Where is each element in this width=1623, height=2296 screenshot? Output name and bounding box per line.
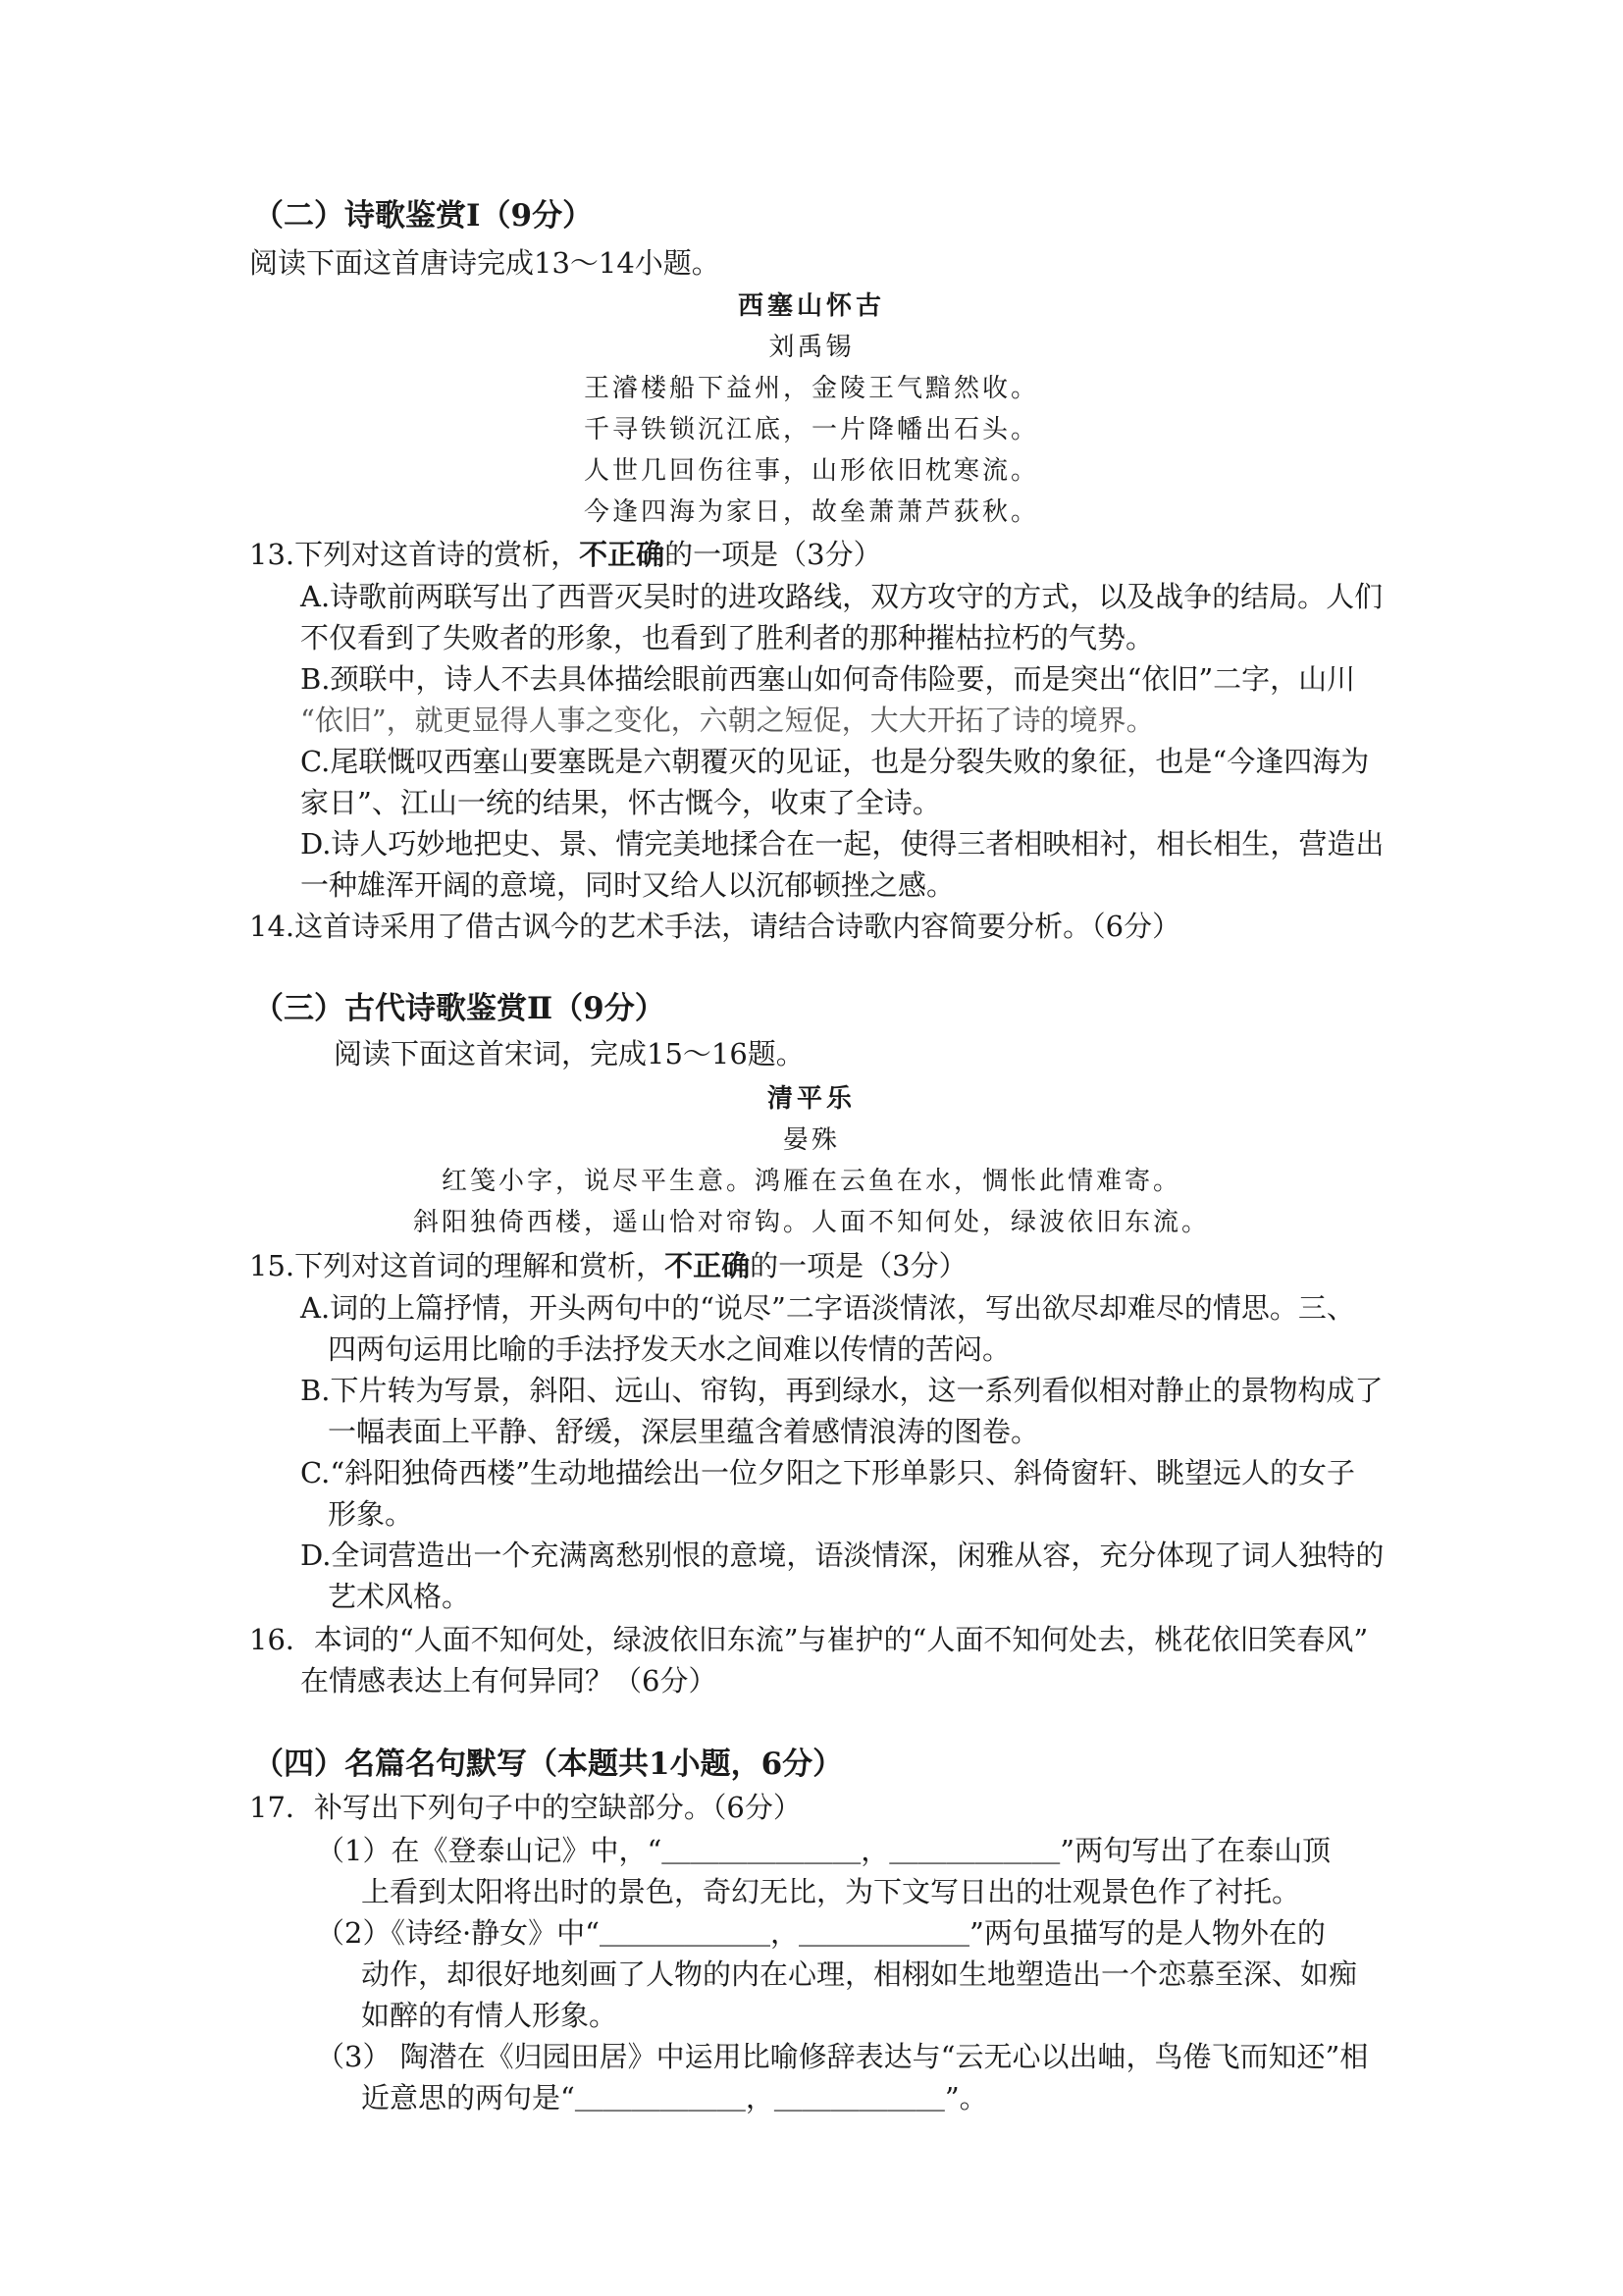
section-3-heading: （三）古代诗歌鉴赏Ⅱ（9分）: [253, 991, 665, 1026]
poem-2-line: 斜阳独倚西楼，遥山恰对帘钩。人面不知何处，绿波依旧东流。: [412, 1208, 1210, 1237]
q17-item-3: （3） 陶潜在《归园田居》中运用比喻修辞表达与“云无心以出岫，鸟倦飞而知还”相: [316, 2040, 1369, 2073]
question-14: 14.这首诗采用了借古讽今的艺术手法，请结合诗歌内容简要分析。（6分）: [249, 910, 1181, 943]
q13-option-c-cont: 家日”、江山一统的结果，怀古慨今，收束了全诗。: [300, 786, 941, 819]
q13-option-d: D.诗人巧妙地把史、景、情完美地揉合在一起，使得三者相映相衬，相长相生，营造出: [300, 827, 1385, 861]
q17-item-2-cont: 如醉的有情人形象。: [361, 1999, 618, 2032]
q15-option-b-cont: 一幅表面上平静、舒缓，深层里蕴含着感情浪涛的图卷。: [328, 1415, 1040, 1448]
poem-1-line: 王濬楼船下益州，金陵王气黯然收。: [583, 374, 1039, 403]
section-4-heading: （四）名篇名句默写（本题共1小题，6分）: [253, 1747, 844, 1782]
question-16: 16．本词的“人面不知何处，绿波依旧东流”与崔护的“人面不知何处去，桃花依旧笑春风”: [249, 1623, 1369, 1656]
poem-2-title: 清平乐: [766, 1084, 856, 1114]
q13-option-a-cont: 不仅看到了失败者的形象，也看到了胜利者的那种摧枯拉朽的气势。: [300, 621, 1155, 654]
q15-option-c: C.“斜阳独倚西楼”生动地描绘出一位夕阳之下形单影只、斜倚窗轩、眺望远人的女子: [300, 1456, 1356, 1489]
q13-option-b-cont: “依旧”，就更显得人事之变化，六朝之短促，大大开拓了诗的境界。: [300, 704, 1155, 737]
poem-2-author: 晏殊: [782, 1125, 840, 1155]
q15-option-a: A.词的上篇抒情，开头两句中的“说尽”二字语淡情浓，写出欲尽却难尽的情思。三、: [300, 1291, 1355, 1325]
q17-item-2: （2）《诗经·静女》中“＿＿＿＿＿＿，＿＿＿＿＿＿”两句虽描写的是人物外在的: [316, 1916, 1326, 1950]
q15-option-d-cont: 艺术风格。: [328, 1580, 471, 1613]
poem-1-title: 西塞山怀古: [737, 291, 885, 321]
poem-1-line: 人世几回伤往事，山形依旧枕寒流。: [583, 456, 1039, 486]
section-3-intro: 阅读下面这首宋词，完成15～16题。: [334, 1037, 805, 1070]
q17-item-1: （1）在《登泰山记》中，“＿＿＿＿＿＿＿，＿＿＿＿＿＿”两句写出了在泰山顶: [316, 1834, 1332, 1867]
poem-1-line: 千寻铁锁沉江底，一片降幡出石头。: [583, 415, 1039, 444]
q13-option-a: A.诗歌前两联写出了西晋灭吴时的进攻路线，双方攻守的方式，以及战争的结局。人们: [300, 580, 1384, 613]
question-17: 17．补写出下列句子中的空缺部分。（6分）: [249, 1791, 802, 1824]
q13-option-b: B.颈联中，诗人不去具体描绘眼前西塞山如何奇伟险要，而是突出“依旧”二字，山川: [300, 662, 1356, 696]
q17-item-3-cont: 近意思的两句是“＿＿＿＿＿＿，＿＿＿＿＿＿”。: [361, 2081, 988, 2114]
q13-option-c: C.尾联慨叹西塞山要塞既是六朝覆灭的见证，也是分裂失败的象征，也是“今逢四海为: [300, 745, 1370, 778]
q17-item-2-cont: 动作，却很好地刻画了人物的内在心理，相栩如生地塑造出一个恋慕至深、如痴: [361, 1957, 1358, 1991]
poem-1-author: 刘禹锡: [768, 333, 855, 362]
poem-2-line: 红笺小字，说尽平生意。鸿雁在云鱼在水，惆怅此情难寄。: [441, 1167, 1181, 1196]
question-13: 13.下列对这首诗的赏析，不正确的一项是（3分）: [249, 538, 882, 571]
q13-option-d-cont: 一种雄浑开阔的意境，同时又给人以沉郁顿挫之感。: [300, 868, 956, 902]
q15-option-b: B.下片转为写景，斜阳、远山、帘钩，再到绿水，这一系列看似相对静止的景物构成了: [300, 1374, 1384, 1407]
q17-item-1-cont: 上看到太阳将出时的景色，奇幻无比，为下文写日出的壮观景色作了衬托。: [361, 1875, 1301, 1908]
section-2-intro: 阅读下面这首唐诗完成13～14小题。: [249, 246, 720, 280]
q15-option-a-cont: 四两句运用比喻的手法抒发天水之间难以传情的苦闷。: [328, 1332, 1012, 1366]
question-16-cont: 在情感表达上有何异同？（6分）: [300, 1664, 717, 1697]
question-15: 15.下列对这首词的理解和赏析，不正确的一项是（3分）: [249, 1249, 968, 1282]
q15-option-d: D.全词营造出一个充满离愁别恨的意境，语淡情深，闲雅从容，充分体现了词人独特的: [300, 1539, 1385, 1572]
q15-option-c-cont: 形象。: [328, 1497, 414, 1531]
section-2-heading: （二）诗歌鉴赏Ⅰ（9分）: [253, 198, 594, 234]
poem-1-line: 今逢四海为家日，故垒萧萧芦荻秋。: [583, 497, 1039, 527]
